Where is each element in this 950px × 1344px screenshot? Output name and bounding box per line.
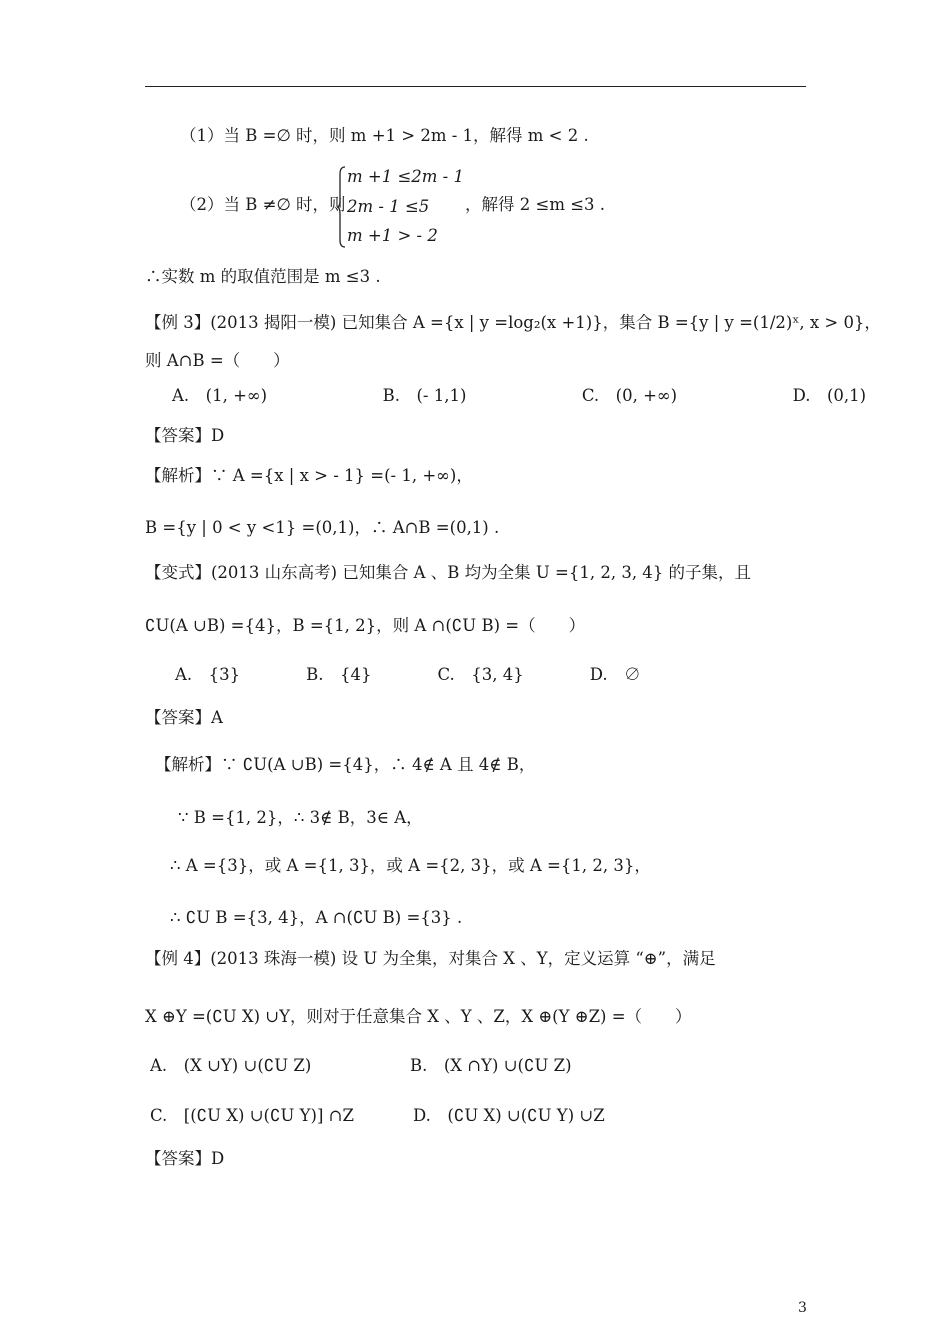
variant-question-cont: ∁U(A ∪B) ={4}，B ={1, 2}，则 A ∩(∁U B) =（ ）	[145, 616, 586, 635]
conclusion-line: ∴实数 m 的取值范围是 m ≤3 .	[145, 267, 381, 286]
example-3-analysis-1: 【解析】∵ A ={x | x > - 1} =(- 1, +∞)，	[145, 466, 473, 485]
variant-options: A. {3} B. {4} C. {3, 4} D. ∅	[175, 665, 641, 684]
header-rule	[145, 86, 806, 87]
example-3-answer: 【答案】D	[145, 426, 225, 445]
variant-analysis-3: ∴ A ={3}，或 A ={1, 3}，或 A ={2, 3}，或 A ={1, 2, 3}，	[170, 856, 651, 875]
page-number: 3	[798, 1300, 807, 1316]
variant-answer: 【答案】A	[145, 708, 223, 727]
variant-analysis-4: ∴ ∁U B ={3, 4}，A ∩(∁U B) ={3} .	[170, 908, 463, 927]
example-4-option-d: D. (∁U X) ∪(∁U Y) ∪Z	[413, 1106, 605, 1125]
variant-question: 【变式】(2013 山东高考) 已知集合 A 、B 均为全集 U ={1, 2, 3, 4} 的子集，且	[145, 563, 752, 582]
case-1-line: （1）当 B =∅ 时，则 m +1 > 2m - 1，解得 m < 2 .	[180, 126, 589, 145]
example-4-question-cont: X ⊕Y =(∁U X) ∪Y，则对于任意集合 X 、Y 、Z，X ⊕(Y ⊕Z) =（ ）	[145, 1007, 692, 1026]
example-3-options: A. (1, +∞) B. (- 1,1) C. (0, +∞) D. (0,1)	[172, 386, 867, 405]
system-brace	[337, 166, 346, 248]
example-4-question: 【例 4】(2013 珠海一模) 设 U 为全集，对集合 X 、Y，定义运算 “⊕”，满足	[145, 949, 716, 968]
example-4-option-a: A. (X ∪Y) ∪(∁U Z)	[150, 1056, 312, 1075]
example-4-option-c: C. [(∁U X) ∪(∁U Y)] ∩Z	[150, 1106, 354, 1125]
example-3-question: 【例 3】(2013 揭阳一模) 已知集合 A ={x | y =log₂(x +1)}，集合 B ={y | y =(1/2)ˣ, x > 0}，	[145, 313, 881, 332]
system-row-3: m +1 > - 2	[347, 226, 438, 245]
case-2-result: ，解得 2 ≤m ≤3 .	[465, 195, 606, 214]
system-row-1: m +1 ≤2m - 1	[347, 167, 464, 186]
variant-analysis-2: ∵ B ={1, 2}，∴ 3∉ B，3∈ A，	[178, 808, 423, 827]
example-4-option-b: B. (X ∩Y) ∪(∁U Z)	[410, 1056, 572, 1075]
example-3-question-cont: 则 A∩B =（ ）	[145, 351, 290, 370]
example-3-analysis-2: B ={y | 0 < y <1} =(0,1)，∴ A∩B =(0,1) .	[145, 518, 500, 537]
case-2-intro: （2）当 B ≠∅ 时，则	[180, 195, 346, 214]
example-4-answer: 【答案】D	[145, 1149, 225, 1168]
variant-analysis-1: 【解析】∵ ∁U(A ∪B) ={4}，∴ 4∉ A 且 4∉ B，	[155, 755, 536, 774]
system-row-2: 2m - 1 ≤5	[347, 197, 430, 216]
